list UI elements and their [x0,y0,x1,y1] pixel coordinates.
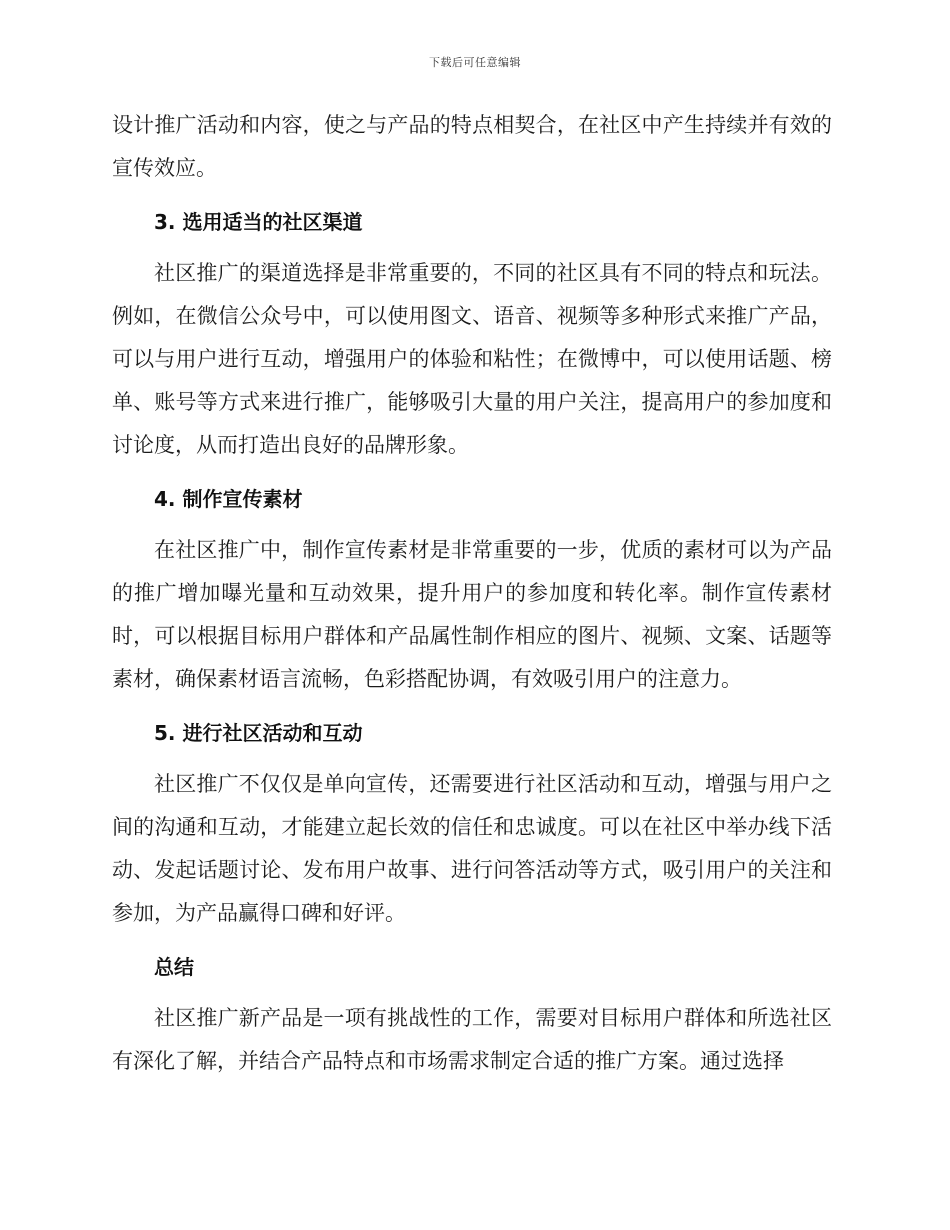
section-heading-4: 4. 制作宣传素材 [154,487,303,511]
section-heading-3: 3. 选用适当的社区渠道 [154,210,363,234]
paragraph-intro-continuation: 设计推广活动和内容，使之与产品的特点相契合，在社区中产生持续并有效的宣传效应。 [112,113,832,180]
document-body [112,104,832,1083]
paragraph-community-activities: 社区推广不仅仅是单向宣传，还需要进行社区活动和互动，增强与用户之间的沟通和互动，才能建立起长效的信任和忠诚度。可以在社区中举办线下活动、发起话题讨论、发布用户故事、进行问答活动等方式，吸引用户的关注和参加，为产品赢得口碑和好评。 [112,772,832,925]
header-note: 下载后可任意编辑 [429,56,521,69]
paragraph-community-channels: 社区推广的渠道选择是非常重要的，不同的社区具有不同的特点和玩法。例如，在微信公众号中，可以使用图文、语音、视频等多种形式来推广产品，可以与用户进行互动，增强用户的体验和粘性；在微博中，可以使用话题、榜单、账号等方式来进行推广，能够吸引大量的用户关注，提高用户的参加度和讨论度，从而打造出良好的品牌形象。 [112,261,832,457]
paragraph-summary: 社区推广新产品是一项有挑战性的工作，需要对目标用户群体和所选社区有深化了解，并结合产品特点和市场需求制定合适的推广方案。通过选择 [112,1006,832,1073]
section-heading-summary: 总结 [154,955,194,979]
section-heading-5: 5. 进行社区活动和互动 [154,721,363,745]
paragraph-promo-materials: 在社区推广中，制作宣传素材是非常重要的一步，优质的素材可以为产品的推广增加曝光量和互动效果，提升用户的参加度和转化率。制作宣传素材时，可以根据目标用户群体和产品属性制作相应的图片、视频、文案、话题等素材，确保素材语言流畅，色彩搭配协调，有效吸引用户的注意力。 [112,538,832,691]
